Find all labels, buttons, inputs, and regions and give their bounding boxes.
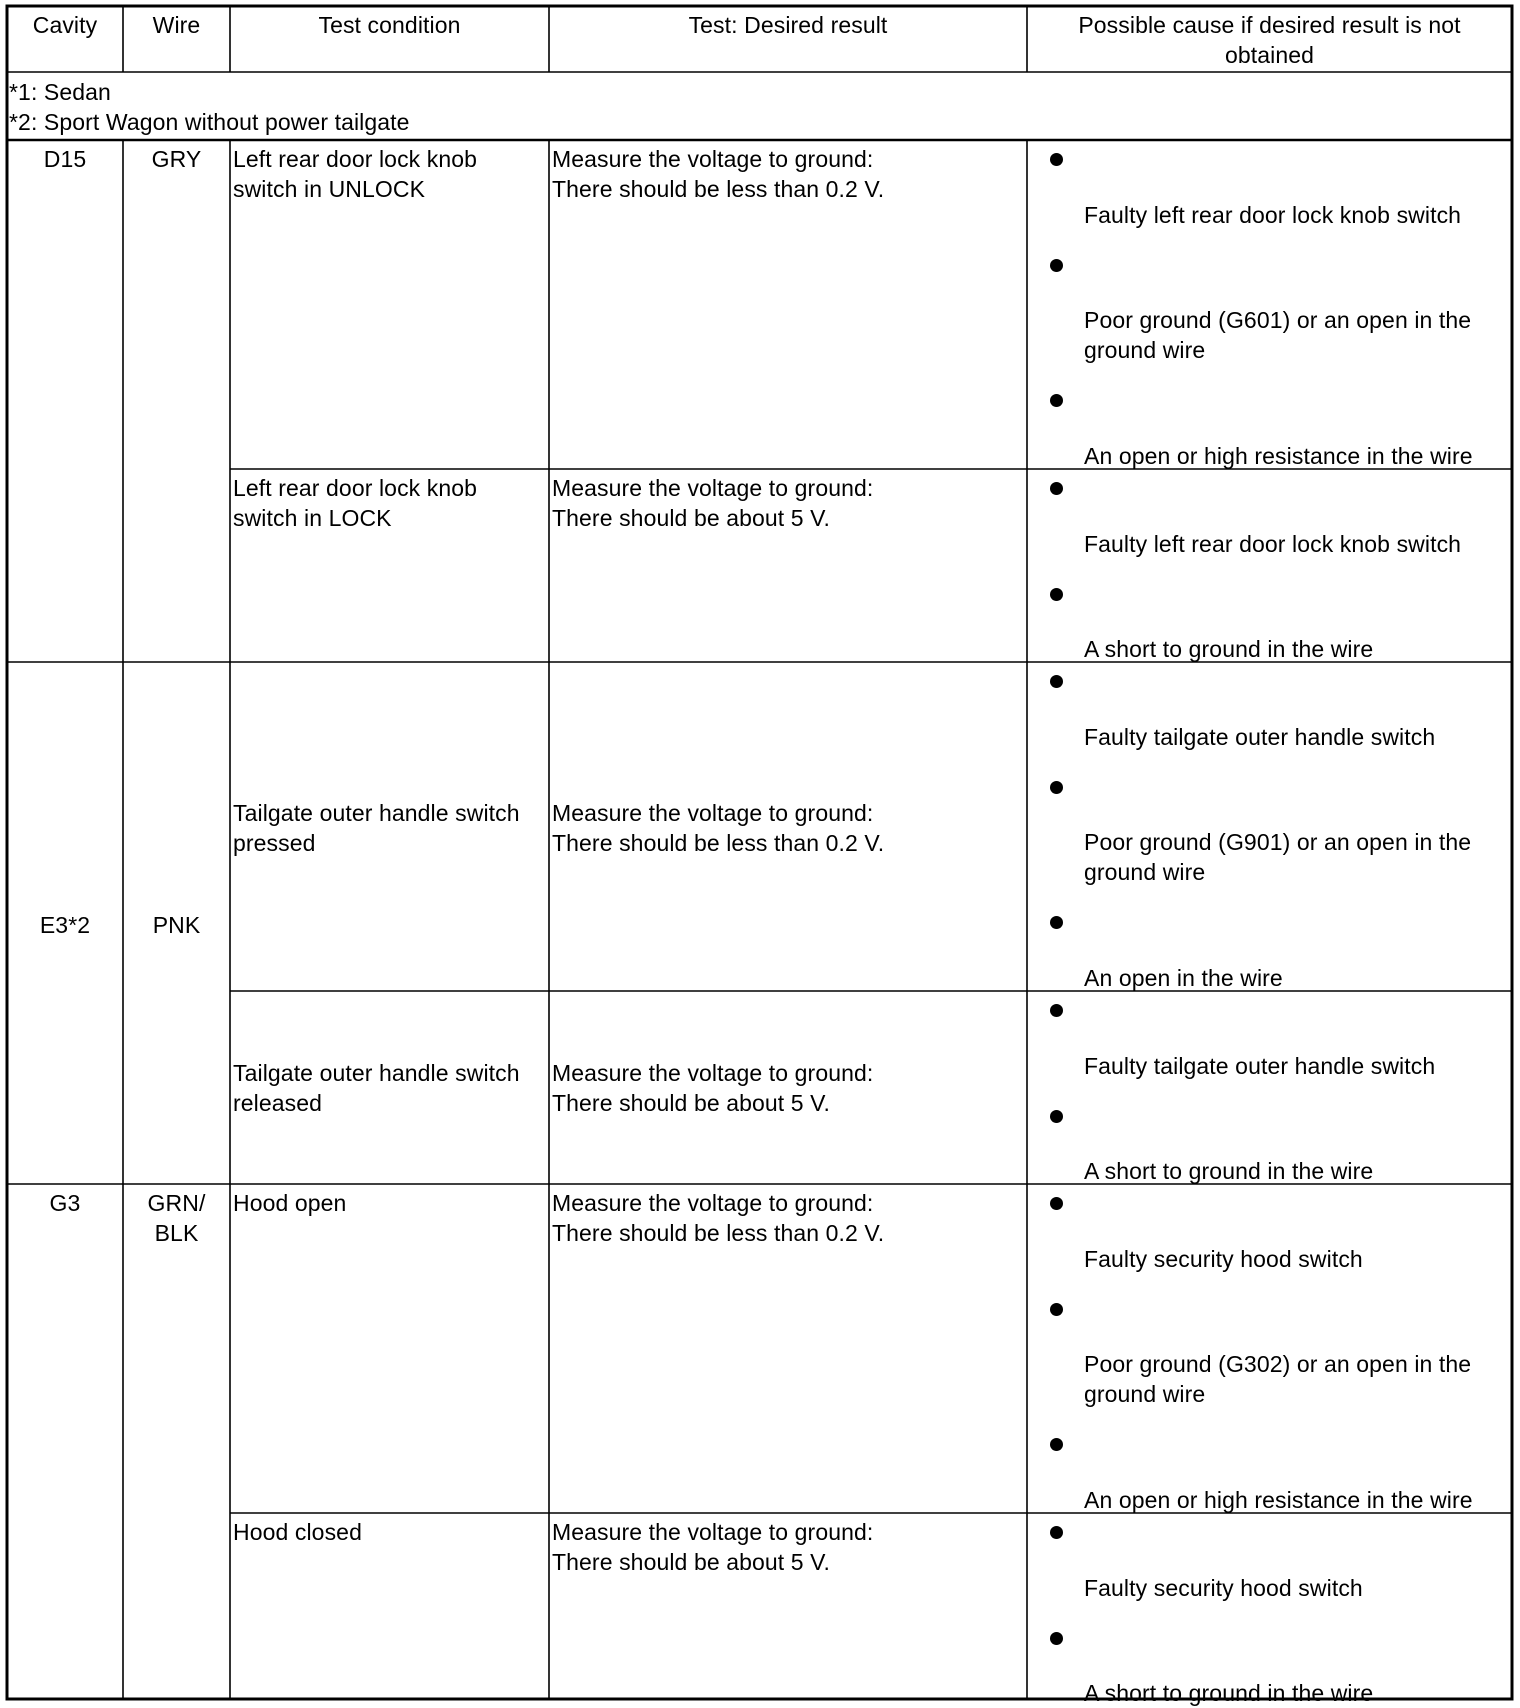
desired-result: There should be about 5 V.	[552, 505, 830, 531]
desired-result: Measure the voltage to ground:	[552, 1519, 874, 1545]
possible-cause: A short to ground in the wire	[1084, 1680, 1374, 1706]
possible-cause: Faulty security hood switch	[1084, 1575, 1363, 1601]
cavity-cell: D15	[43, 146, 87, 172]
bullet-icon	[1050, 1197, 1063, 1210]
footnote-1: *1: Sedan	[9, 79, 111, 105]
desired-result: There should be less than 0.2 V.	[552, 176, 885, 202]
footnote-2: *2: Sport Wagon without power tailgate	[9, 109, 410, 135]
possible-cause: ground wire	[1084, 859, 1206, 885]
desired-result: Measure the voltage to ground:	[552, 1190, 874, 1216]
desired-result: Measure the voltage to ground:	[552, 146, 874, 172]
bullet-icon	[1050, 1303, 1063, 1316]
wire-cell: BLK	[154, 1220, 199, 1246]
possible-cause: A short to ground in the wire	[1084, 636, 1374, 662]
bullet-icon	[1050, 1110, 1063, 1123]
test-condition: switch in LOCK	[233, 505, 392, 531]
bullet-icon	[1050, 1526, 1063, 1539]
cavity-cell: E3*2	[39, 912, 91, 938]
header-possible-cause-line2: obtained	[1224, 42, 1315, 68]
test-condition: Hood closed	[233, 1519, 362, 1545]
test-condition: Left rear door lock knob	[233, 146, 478, 172]
possible-cause: Faulty security hood switch	[1084, 1246, 1363, 1272]
desired-result: There should be about 5 V.	[552, 1549, 830, 1575]
desired-result: Measure the voltage to ground:	[552, 1060, 874, 1086]
test-condition: switch in UNLOCK	[233, 176, 426, 202]
possible-cause: ground wire	[1084, 1381, 1206, 1407]
bullet-icon	[1050, 482, 1063, 495]
bullet-icon	[1050, 588, 1063, 601]
header-test-condition: Test condition	[318, 12, 461, 38]
header-cavity: Cavity	[32, 12, 98, 38]
possible-cause: Poor ground (G601) or an open in the	[1084, 307, 1472, 333]
test-condition: Hood open	[233, 1190, 347, 1216]
possible-cause: Faulty tailgate outer handle switch	[1084, 724, 1436, 750]
desired-result: There should be less than 0.2 V.	[552, 1220, 885, 1246]
test-condition: pressed	[233, 830, 316, 856]
bullet-icon	[1050, 153, 1063, 166]
wire-cell: GRN/	[147, 1190, 206, 1216]
header-wire: Wire	[152, 12, 201, 38]
desired-result: Measure the voltage to ground:	[552, 475, 874, 501]
test-condition: Left rear door lock knob	[233, 475, 478, 501]
bullet-icon	[1050, 781, 1063, 794]
desired-result: There should be less than 0.2 V.	[552, 830, 885, 856]
bullet-icon	[1050, 1004, 1063, 1017]
possible-cause: A short to ground in the wire	[1084, 1158, 1374, 1184]
possible-cause: Poor ground (G302) or an open in the	[1084, 1351, 1472, 1377]
possible-cause: An open or high resistance in the wire	[1084, 443, 1473, 469]
desired-result: Measure the voltage to ground:	[552, 800, 874, 826]
possible-cause: Faulty left rear door lock knob switch	[1084, 531, 1462, 557]
cavity-cell: G3	[49, 1190, 81, 1216]
desired-result: There should be about 5 V.	[552, 1090, 830, 1116]
possible-cause: ground wire	[1084, 337, 1206, 363]
bullet-icon	[1050, 394, 1063, 407]
header-desired-result: Test: Desired result	[688, 12, 888, 38]
header-possible-cause: Possible cause if desired result is not	[1078, 12, 1461, 38]
bullet-icon	[1050, 1438, 1063, 1451]
possible-cause: An open in the wire	[1084, 965, 1283, 991]
possible-cause: Poor ground (G901) or an open in the	[1084, 829, 1472, 855]
bullet-icon	[1050, 1632, 1063, 1645]
test-condition: Tailgate outer handle switch	[233, 800, 520, 826]
wire-cell: GRY	[151, 146, 202, 172]
possible-cause: An open or high resistance in the wire	[1084, 1487, 1473, 1513]
possible-cause: Faulty tailgate outer handle switch	[1084, 1053, 1436, 1079]
test-condition: released	[233, 1090, 323, 1116]
wire-cell: PNK	[152, 912, 201, 938]
possible-cause: Faulty left rear door lock knob switch	[1084, 202, 1462, 228]
bullet-icon	[1050, 675, 1063, 688]
bullet-icon	[1050, 916, 1063, 929]
test-condition: Tailgate outer handle switch	[233, 1060, 520, 1086]
bullet-icon	[1050, 259, 1063, 272]
